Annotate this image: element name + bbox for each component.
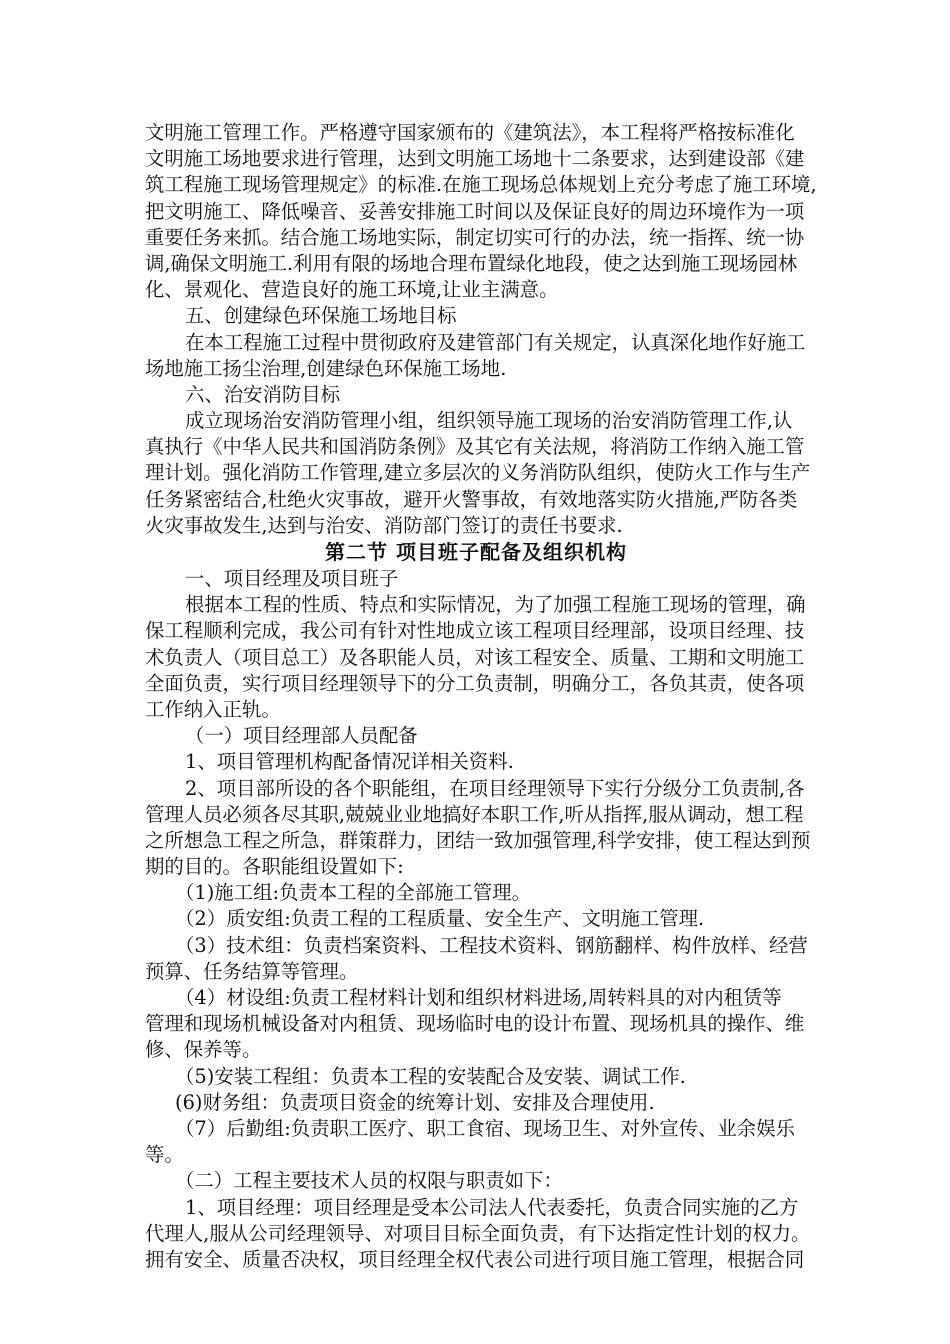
text-line: 代理人,服从公司经理领导、对项目目标全面负责，有下达指定性计划的权力。 xyxy=(145,1221,811,1245)
text-line: 拥有安全、质量否决权，项目经理全权代表公司进行项目施工管理，根据合同 xyxy=(145,1247,805,1271)
body-text-after xyxy=(145,566,811,1273)
text-line: 在本工程施工过程中贯彻政府及建管部门有关规定，认真深化地作好施工 xyxy=(185,330,806,354)
text-line: 六、治安消防目标 xyxy=(185,382,341,406)
text-line: 修、保养等。 xyxy=(145,1038,262,1062)
text-line: （1)施工组:负责本工程的全部施工管理。 xyxy=(175,881,532,905)
text-line: 等。 xyxy=(145,1143,184,1167)
text-line: 管理人员必须各尽其职,兢兢业业地搞好本职工作,听从指挥,服从调动，想工程 xyxy=(145,802,804,826)
text-line: 五、创建绿色环保施工场地目标 xyxy=(185,304,457,328)
text-line: 把文明施工、降低噪音、妥善安排施工时间以及保证良好的周边环境作为一项 xyxy=(145,199,805,223)
text-line: （5)安装工程组：负责本工程的安装配合及安装、调试工作. xyxy=(175,1064,686,1088)
text-line: 根据本工程的性质、特点和实际情况，为了加强工程施工现场的管理，确 xyxy=(185,593,806,617)
text-line: 一、项目经理及项目班子 xyxy=(185,567,399,590)
text-line: 筑工程施工现场管理规定》的标准.在施工现场总体规划上充分考虑了施工环境, xyxy=(145,173,817,197)
text-line: 管理和现场机械设备对内租赁、现场临时电的设计布置、现场机具的操作、维 xyxy=(145,1012,805,1036)
section-title: 第二节 项目班子配备及组织机构 xyxy=(325,540,627,564)
text-line: （4）材设组:负责工程材料计划和组织材料进场,周转料具的对内租赁等 xyxy=(175,986,782,1009)
text-line: （2）质安组:负责工程的工程质量、安全生产、文明施工管理. xyxy=(175,907,705,931)
text-line: 工作纳入正轨。 xyxy=(145,697,281,721)
text-line: （7）后勤组:负责职工医疗、职工食宿、现场卫生、对外宣传、业余娱乐 xyxy=(175,1116,795,1140)
document-page xyxy=(145,120,817,1273)
text-line: 真执行《中华人民共和国消防条例》及其它有关法规，将消防工作纳入施工管 xyxy=(145,435,805,459)
text-line: 化、景观化、营造良好的施工环境,让业主满意。 xyxy=(145,278,559,302)
text-line: 火灾事故发生,达到与治安、消防部门签订的责任书要求. xyxy=(145,513,623,537)
body-text-before xyxy=(145,120,817,539)
text-line: 预算、任务结算等管理。 xyxy=(145,959,359,983)
text-line: 重要任务来抓。结合施工场地实际，制定切实可行的办法，统一指挥、统一协 xyxy=(145,225,805,249)
text-line: 期的目的。各职能组设置如下: xyxy=(145,855,404,879)
text-line: 1、项目管理机构配备情况详相关资料. xyxy=(185,750,514,774)
text-line: （3）技术组：负责档案资料、工程技术资料、钢筋翻样、构件放样、经营 xyxy=(175,933,808,957)
text-line: 调,确保文明施工.利用有限的场地合理布置绿化地段，使之达到施工现场园林 xyxy=(145,251,798,275)
text-line: 场地施工扬尘治理,创建绿色环保施工场地. xyxy=(145,356,507,380)
text-line: 全面负责，实行项目经理领导下的分工负责制，明确分工，各负其责，使各项 xyxy=(145,671,805,695)
text-line: 文明施工场地要求进行管理，达到文明施工场地十二条要求，达到建设部《建 xyxy=(145,147,805,171)
text-line: 文明施工管理工作。严格遵守国家颁布的《建筑法》，本工程将严格按标准化 xyxy=(145,121,795,144)
text-line: 成立现场治安消防管理小组，组织领导施工现场的治安消防管理工作,认 xyxy=(185,409,793,433)
text-line: （二）工程主要技术人员的权限与职责如下： xyxy=(175,1169,563,1193)
text-line: 之所想急工程之所急，群策群力，团结一致加强管理,科学安排，使工程达到预 xyxy=(145,828,811,852)
text-line: （一）项目经理部人员配备 xyxy=(185,724,418,748)
text-line: 1、项目经理：项目经理是受本公司法人代表委托，负责合同实施的乙方 xyxy=(185,1195,799,1219)
text-line: 任务紧密结合,杜绝火灾事故，避开火警事故，有效地落实防火措施,严防各类 xyxy=(145,487,798,511)
text-line: 理计划。强化消防工作管理,建立多层次的义务消防队组织，使防火工作与生产 xyxy=(145,461,811,485)
text-line: 2、项目部所设的各个职能组，在项目经理领导下实行分级分工负责制,各 xyxy=(185,776,805,800)
text-line: (6)财务组：负责项目资金的统筹计划、安排及合理使用. xyxy=(175,1090,655,1114)
text-line: 保工程顺利完成，我公司有针对性地成立该工程项目经理部，设项目经理、技 xyxy=(145,619,805,643)
text-line: 术负责人（项目总工）及各职能人员，对该工程安全、质量、工期和文明施工 xyxy=(145,645,805,669)
